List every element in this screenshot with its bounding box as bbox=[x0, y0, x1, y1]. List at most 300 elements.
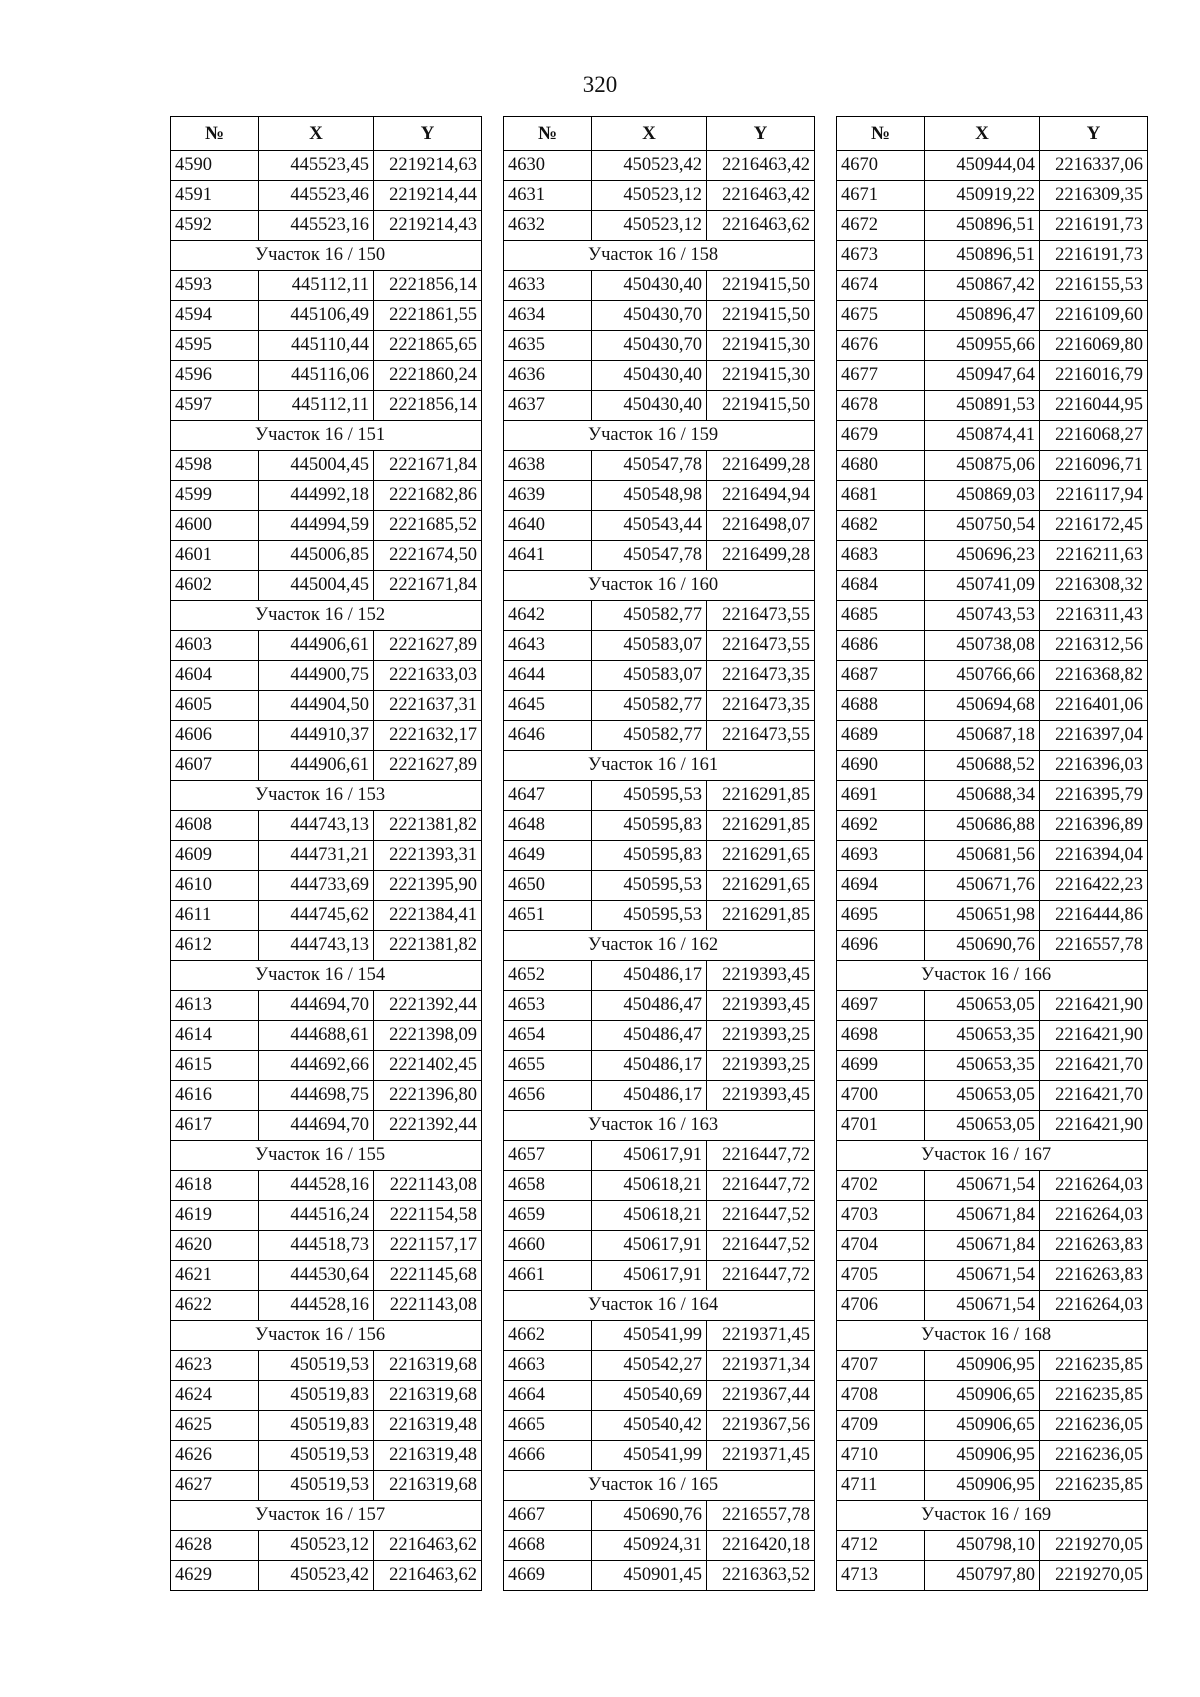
y-coordinate: 2216401,06 bbox=[1040, 691, 1148, 721]
x-coordinate: 444692,66 bbox=[259, 1051, 374, 1081]
table-row bbox=[171, 841, 482, 871]
point-number: 4668 bbox=[504, 1531, 592, 1561]
x-coordinate: 450486,17 bbox=[592, 1051, 707, 1081]
table-row bbox=[837, 211, 1148, 241]
table-row bbox=[504, 781, 815, 811]
y-coordinate: 2216235,85 bbox=[1040, 1351, 1148, 1381]
point-number: 4710 bbox=[837, 1441, 925, 1471]
point-number: 4613 bbox=[171, 991, 259, 1021]
x-coordinate: 445112,11 bbox=[259, 391, 374, 421]
table-row bbox=[171, 571, 482, 601]
x-coordinate: 450523,12 bbox=[592, 211, 707, 241]
x-coordinate: 450541,99 bbox=[592, 1321, 707, 1351]
point-number: 4699 bbox=[837, 1051, 925, 1081]
section-title: Участок 16 / 155 bbox=[171, 1141, 482, 1171]
table-row bbox=[171, 451, 482, 481]
point-number: 4662 bbox=[504, 1321, 592, 1351]
y-coordinate: 2219367,56 bbox=[707, 1411, 815, 1441]
table-row bbox=[171, 481, 482, 511]
y-coordinate: 2216235,85 bbox=[1040, 1471, 1148, 1501]
table-row bbox=[837, 1411, 1148, 1441]
table-row bbox=[837, 841, 1148, 871]
point-number: 4599 bbox=[171, 481, 259, 511]
point-number: 4682 bbox=[837, 511, 925, 541]
x-coordinate: 450671,76 bbox=[925, 871, 1040, 901]
table-row bbox=[837, 751, 1148, 781]
point-number: 4665 bbox=[504, 1411, 592, 1441]
y-coordinate: 2221392,44 bbox=[374, 991, 482, 1021]
x-coordinate: 450653,05 bbox=[925, 1081, 1040, 1111]
table-row bbox=[171, 361, 482, 391]
point-number: 4616 bbox=[171, 1081, 259, 1111]
point-number: 4652 bbox=[504, 961, 592, 991]
table-row bbox=[504, 1261, 815, 1291]
section-row bbox=[504, 931, 815, 961]
table-row bbox=[171, 151, 482, 181]
x-coordinate: 450523,42 bbox=[259, 1561, 374, 1591]
x-coordinate: 444694,70 bbox=[259, 1111, 374, 1141]
table-row bbox=[171, 181, 482, 211]
table-row bbox=[171, 1261, 482, 1291]
point-number: 4608 bbox=[171, 811, 259, 841]
y-coordinate: 2216264,03 bbox=[1040, 1201, 1148, 1231]
point-number: 4679 bbox=[837, 421, 925, 451]
y-coordinate: 2216263,83 bbox=[1040, 1231, 1148, 1261]
x-coordinate: 450919,22 bbox=[925, 181, 1040, 211]
y-coordinate: 2216069,80 bbox=[1040, 331, 1148, 361]
y-coordinate: 2216473,35 bbox=[707, 691, 815, 721]
x-coordinate: 445523,16 bbox=[259, 211, 374, 241]
table-row bbox=[837, 1081, 1148, 1111]
point-number: 4602 bbox=[171, 571, 259, 601]
table-row bbox=[504, 991, 815, 1021]
point-number: 4612 bbox=[171, 931, 259, 961]
point-number: 4657 bbox=[504, 1141, 592, 1171]
y-coordinate: 2216557,78 bbox=[707, 1501, 815, 1531]
section-title: Участок 16 / 167 bbox=[837, 1141, 1148, 1171]
table-row bbox=[837, 811, 1148, 841]
section-row bbox=[504, 241, 815, 271]
x-coordinate: 450519,53 bbox=[259, 1441, 374, 1471]
point-number: 4646 bbox=[504, 721, 592, 751]
table-row bbox=[837, 931, 1148, 961]
x-coordinate: 450671,54 bbox=[925, 1261, 1040, 1291]
y-coordinate: 2221627,89 bbox=[374, 631, 482, 661]
y-coordinate: 2221860,24 bbox=[374, 361, 482, 391]
table-row bbox=[171, 1021, 482, 1051]
x-coordinate: 450430,40 bbox=[592, 271, 707, 301]
section-title: Участок 16 / 164 bbox=[504, 1291, 815, 1321]
x-coordinate: 450430,70 bbox=[592, 331, 707, 361]
y-coordinate: 2216319,68 bbox=[374, 1381, 482, 1411]
table-row bbox=[504, 481, 815, 511]
x-coordinate: 450741,09 bbox=[925, 571, 1040, 601]
x-coordinate: 450547,78 bbox=[592, 541, 707, 571]
y-coordinate: 2219393,25 bbox=[707, 1021, 815, 1051]
y-coordinate: 2219371,34 bbox=[707, 1351, 815, 1381]
x-coordinate: 450681,56 bbox=[925, 841, 1040, 871]
point-number: 4686 bbox=[837, 631, 925, 661]
y-coordinate: 2216264,03 bbox=[1040, 1291, 1148, 1321]
table-row bbox=[504, 661, 815, 691]
x-coordinate: 450595,53 bbox=[592, 781, 707, 811]
point-number: 4675 bbox=[837, 301, 925, 331]
y-coordinate: 2216499,28 bbox=[707, 541, 815, 571]
x-coordinate: 445004,45 bbox=[259, 571, 374, 601]
x-coordinate: 450750,54 bbox=[925, 511, 1040, 541]
x-coordinate: 450686,88 bbox=[925, 811, 1040, 841]
point-number: 4594 bbox=[171, 301, 259, 331]
point-number: 4596 bbox=[171, 361, 259, 391]
section-row bbox=[837, 1321, 1148, 1351]
y-coordinate: 2216447,52 bbox=[707, 1231, 815, 1261]
table-row bbox=[171, 1381, 482, 1411]
point-number: 4630 bbox=[504, 151, 592, 181]
point-number: 4621 bbox=[171, 1261, 259, 1291]
table-row bbox=[504, 721, 815, 751]
y-coordinate: 2216109,60 bbox=[1040, 301, 1148, 331]
point-number: 4653 bbox=[504, 991, 592, 1021]
section-row bbox=[837, 1141, 1148, 1171]
section-row bbox=[837, 961, 1148, 991]
y-coordinate: 2221632,17 bbox=[374, 721, 482, 751]
y-coordinate: 2221143,08 bbox=[374, 1171, 482, 1201]
y-coordinate: 2219415,50 bbox=[707, 271, 815, 301]
table-row bbox=[837, 151, 1148, 181]
x-coordinate: 450540,69 bbox=[592, 1381, 707, 1411]
x-coordinate: 450486,47 bbox=[592, 991, 707, 1021]
x-coordinate: 450671,84 bbox=[925, 1201, 1040, 1231]
point-number: 4700 bbox=[837, 1081, 925, 1111]
table-row bbox=[504, 151, 815, 181]
section-row bbox=[504, 1291, 815, 1321]
y-coordinate: 2216447,72 bbox=[707, 1261, 815, 1291]
x-coordinate: 450869,03 bbox=[925, 481, 1040, 511]
point-number: 4677 bbox=[837, 361, 925, 391]
table-row bbox=[837, 1021, 1148, 1051]
x-coordinate: 445112,11 bbox=[259, 271, 374, 301]
point-number: 4706 bbox=[837, 1291, 925, 1321]
x-coordinate: 444516,24 bbox=[259, 1201, 374, 1231]
section-row bbox=[171, 601, 482, 631]
y-coordinate: 2221145,68 bbox=[374, 1261, 482, 1291]
x-coordinate: 444688,61 bbox=[259, 1021, 374, 1051]
table-row bbox=[837, 1291, 1148, 1321]
y-coordinate: 2221674,50 bbox=[374, 541, 482, 571]
x-coordinate: 450901,45 bbox=[592, 1561, 707, 1591]
section-title: Участок 16 / 157 bbox=[171, 1501, 482, 1531]
table-row bbox=[171, 211, 482, 241]
coordinates-table-3 bbox=[836, 116, 1148, 1591]
x-coordinate: 450671,54 bbox=[925, 1291, 1040, 1321]
x-coordinate: 450906,95 bbox=[925, 1441, 1040, 1471]
table-row bbox=[837, 601, 1148, 631]
table-row bbox=[171, 661, 482, 691]
x-coordinate: 444992,18 bbox=[259, 481, 374, 511]
table-row bbox=[837, 1531, 1148, 1561]
table-row bbox=[837, 1261, 1148, 1291]
point-number: 4615 bbox=[171, 1051, 259, 1081]
x-coordinate: 450896,51 bbox=[925, 241, 1040, 271]
point-number: 4633 bbox=[504, 271, 592, 301]
y-coordinate: 2219270,05 bbox=[1040, 1561, 1148, 1591]
table-row bbox=[837, 571, 1148, 601]
table-row bbox=[171, 871, 482, 901]
point-number: 4632 bbox=[504, 211, 592, 241]
x-coordinate: 444906,61 bbox=[259, 631, 374, 661]
point-number: 4664 bbox=[504, 1381, 592, 1411]
y-coordinate: 2219214,44 bbox=[374, 181, 482, 211]
table-row bbox=[504, 391, 815, 421]
point-number: 4688 bbox=[837, 691, 925, 721]
x-coordinate: 450523,12 bbox=[259, 1531, 374, 1561]
x-coordinate: 450583,07 bbox=[592, 631, 707, 661]
table-row bbox=[171, 1081, 482, 1111]
table-row bbox=[171, 271, 482, 301]
y-coordinate: 2216396,89 bbox=[1040, 811, 1148, 841]
point-number: 4701 bbox=[837, 1111, 925, 1141]
section-row bbox=[171, 961, 482, 991]
x-coordinate: 444528,16 bbox=[259, 1171, 374, 1201]
point-number: 4635 bbox=[504, 331, 592, 361]
table-row bbox=[504, 1171, 815, 1201]
y-coordinate: 2216236,05 bbox=[1040, 1441, 1148, 1471]
table-row bbox=[837, 871, 1148, 901]
table-row bbox=[171, 1171, 482, 1201]
x-coordinate: 450671,54 bbox=[925, 1171, 1040, 1201]
y-coordinate: 2216421,70 bbox=[1040, 1051, 1148, 1081]
table-row bbox=[837, 391, 1148, 421]
y-coordinate: 2216394,04 bbox=[1040, 841, 1148, 871]
table-row bbox=[837, 1561, 1148, 1591]
point-number: 4634 bbox=[504, 301, 592, 331]
y-coordinate: 2216211,63 bbox=[1040, 541, 1148, 571]
point-number: 4663 bbox=[504, 1351, 592, 1381]
x-coordinate: 444528,16 bbox=[259, 1291, 374, 1321]
point-number: 4697 bbox=[837, 991, 925, 1021]
section-title: Участок 16 / 153 bbox=[171, 781, 482, 811]
y-coordinate: 2221671,84 bbox=[374, 451, 482, 481]
point-number: 4691 bbox=[837, 781, 925, 811]
point-number: 4639 bbox=[504, 481, 592, 511]
y-coordinate: 2221157,17 bbox=[374, 1231, 482, 1261]
y-coordinate: 2216473,55 bbox=[707, 721, 815, 751]
y-coordinate: 2216473,55 bbox=[707, 631, 815, 661]
y-coordinate: 2216444,86 bbox=[1040, 901, 1148, 931]
point-number: 4610 bbox=[171, 871, 259, 901]
point-number: 4637 bbox=[504, 391, 592, 421]
y-coordinate: 2221396,80 bbox=[374, 1081, 482, 1111]
x-coordinate: 444904,50 bbox=[259, 691, 374, 721]
x-coordinate: 450547,78 bbox=[592, 451, 707, 481]
point-number: 4661 bbox=[504, 1261, 592, 1291]
point-number: 4702 bbox=[837, 1171, 925, 1201]
point-number: 4672 bbox=[837, 211, 925, 241]
x-coordinate: 450523,12 bbox=[592, 181, 707, 211]
point-number: 4624 bbox=[171, 1381, 259, 1411]
y-coordinate: 2216498,07 bbox=[707, 511, 815, 541]
y-coordinate: 2221685,52 bbox=[374, 511, 482, 541]
x-coordinate: 450519,53 bbox=[259, 1351, 374, 1381]
y-coordinate: 2216463,42 bbox=[707, 151, 815, 181]
table-row bbox=[171, 631, 482, 661]
y-coordinate: 2221856,14 bbox=[374, 391, 482, 421]
table-row bbox=[171, 1051, 482, 1081]
table-row bbox=[504, 901, 815, 931]
y-coordinate: 2216473,55 bbox=[707, 601, 815, 631]
section-title: Участок 16 / 161 bbox=[504, 751, 815, 781]
x-coordinate: 450548,98 bbox=[592, 481, 707, 511]
table-row bbox=[504, 1531, 815, 1561]
y-coordinate: 2221154,58 bbox=[374, 1201, 482, 1231]
x-coordinate: 444530,64 bbox=[259, 1261, 374, 1291]
point-number: 4680 bbox=[837, 451, 925, 481]
point-number: 4684 bbox=[837, 571, 925, 601]
y-coordinate: 2219415,50 bbox=[707, 301, 815, 331]
x-coordinate: 450430,40 bbox=[592, 361, 707, 391]
table-row bbox=[171, 1561, 482, 1591]
x-coordinate: 450688,34 bbox=[925, 781, 1040, 811]
table-row bbox=[504, 1381, 815, 1411]
y-coordinate: 2216191,73 bbox=[1040, 241, 1148, 271]
x-coordinate: 450653,05 bbox=[925, 1111, 1040, 1141]
table-row bbox=[837, 1171, 1148, 1201]
table-row bbox=[504, 691, 815, 721]
y-coordinate: 2216421,90 bbox=[1040, 991, 1148, 1021]
y-coordinate: 2216421,90 bbox=[1040, 1021, 1148, 1051]
column-header-number: № bbox=[837, 117, 925, 151]
table-row bbox=[171, 1291, 482, 1321]
point-number: 4676 bbox=[837, 331, 925, 361]
x-coordinate: 445110,44 bbox=[259, 331, 374, 361]
y-coordinate: 2221627,89 bbox=[374, 751, 482, 781]
point-number: 4618 bbox=[171, 1171, 259, 1201]
point-number: 4689 bbox=[837, 721, 925, 751]
column-header-x: X bbox=[592, 117, 707, 151]
x-coordinate: 444698,75 bbox=[259, 1081, 374, 1111]
y-coordinate: 2221398,09 bbox=[374, 1021, 482, 1051]
point-number: 4681 bbox=[837, 481, 925, 511]
section-title: Участок 16 / 150 bbox=[171, 241, 482, 271]
point-number: 4690 bbox=[837, 751, 925, 781]
section-row bbox=[504, 421, 815, 451]
table-row bbox=[171, 721, 482, 751]
y-coordinate: 2219415,50 bbox=[707, 391, 815, 421]
y-coordinate: 2221381,82 bbox=[374, 811, 482, 841]
x-coordinate: 450891,53 bbox=[925, 391, 1040, 421]
y-coordinate: 2216557,78 bbox=[1040, 931, 1148, 961]
point-number: 4695 bbox=[837, 901, 925, 931]
x-coordinate: 450694,68 bbox=[925, 691, 1040, 721]
column-header-number: № bbox=[171, 117, 259, 151]
y-coordinate: 2216264,03 bbox=[1040, 1171, 1148, 1201]
point-number: 4683 bbox=[837, 541, 925, 571]
x-coordinate: 450486,47 bbox=[592, 1021, 707, 1051]
x-coordinate: 450651,98 bbox=[925, 901, 1040, 931]
table-row bbox=[171, 1441, 482, 1471]
point-number: 4640 bbox=[504, 511, 592, 541]
point-number: 4601 bbox=[171, 541, 259, 571]
y-coordinate: 2216319,48 bbox=[374, 1411, 482, 1441]
table-row bbox=[171, 991, 482, 1021]
point-number: 4649 bbox=[504, 841, 592, 871]
table-row bbox=[171, 901, 482, 931]
point-number: 4645 bbox=[504, 691, 592, 721]
section-title: Участок 16 / 156 bbox=[171, 1321, 482, 1351]
table-row bbox=[837, 451, 1148, 481]
point-number: 4591 bbox=[171, 181, 259, 211]
table-row bbox=[504, 811, 815, 841]
table-row bbox=[504, 181, 815, 211]
x-coordinate: 450875,06 bbox=[925, 451, 1040, 481]
table-row bbox=[837, 1381, 1148, 1411]
table-row bbox=[171, 301, 482, 331]
column-header-y: Y bbox=[707, 117, 815, 151]
point-number: 4694 bbox=[837, 871, 925, 901]
x-coordinate: 450690,76 bbox=[925, 931, 1040, 961]
table-row bbox=[171, 1471, 482, 1501]
table-row bbox=[171, 1351, 482, 1381]
section-title: Участок 16 / 159 bbox=[504, 421, 815, 451]
table-row bbox=[171, 691, 482, 721]
y-coordinate: 2216319,68 bbox=[374, 1471, 482, 1501]
y-coordinate: 2216263,83 bbox=[1040, 1261, 1148, 1291]
point-number: 4603 bbox=[171, 631, 259, 661]
point-number: 4708 bbox=[837, 1381, 925, 1411]
point-number: 4627 bbox=[171, 1471, 259, 1501]
table-row bbox=[504, 1351, 815, 1381]
y-coordinate: 2219415,30 bbox=[707, 361, 815, 391]
table-row bbox=[171, 811, 482, 841]
y-coordinate: 2216172,45 bbox=[1040, 511, 1148, 541]
table-row bbox=[837, 511, 1148, 541]
point-number: 4709 bbox=[837, 1411, 925, 1441]
table-row bbox=[171, 1231, 482, 1261]
point-number: 4703 bbox=[837, 1201, 925, 1231]
point-number: 4593 bbox=[171, 271, 259, 301]
point-number: 4648 bbox=[504, 811, 592, 841]
y-coordinate: 2221671,84 bbox=[374, 571, 482, 601]
y-coordinate: 2216312,56 bbox=[1040, 631, 1148, 661]
table-row bbox=[504, 301, 815, 331]
table-row bbox=[837, 541, 1148, 571]
y-coordinate: 2221633,03 bbox=[374, 661, 482, 691]
x-coordinate: 450430,40 bbox=[592, 391, 707, 421]
y-coordinate: 2219270,05 bbox=[1040, 1531, 1148, 1561]
table-row bbox=[171, 1201, 482, 1231]
y-coordinate: 2219393,25 bbox=[707, 1051, 815, 1081]
x-coordinate: 445004,45 bbox=[259, 451, 374, 481]
table-row bbox=[504, 601, 815, 631]
point-number: 4656 bbox=[504, 1081, 592, 1111]
point-number: 4655 bbox=[504, 1051, 592, 1081]
point-number: 4641 bbox=[504, 541, 592, 571]
table-row bbox=[837, 691, 1148, 721]
section-row bbox=[837, 1501, 1148, 1531]
point-number: 4685 bbox=[837, 601, 925, 631]
x-coordinate: 450595,53 bbox=[592, 871, 707, 901]
section-title: Участок 16 / 151 bbox=[171, 421, 482, 451]
table-row bbox=[171, 931, 482, 961]
y-coordinate: 2219367,44 bbox=[707, 1381, 815, 1411]
table-row bbox=[837, 1231, 1148, 1261]
section-title: Участок 16 / 163 bbox=[504, 1111, 815, 1141]
x-coordinate: 444906,61 bbox=[259, 751, 374, 781]
x-coordinate: 445523,46 bbox=[259, 181, 374, 211]
column-header-y: Y bbox=[374, 117, 482, 151]
y-coordinate: 2221865,65 bbox=[374, 331, 482, 361]
x-coordinate: 450595,83 bbox=[592, 811, 707, 841]
